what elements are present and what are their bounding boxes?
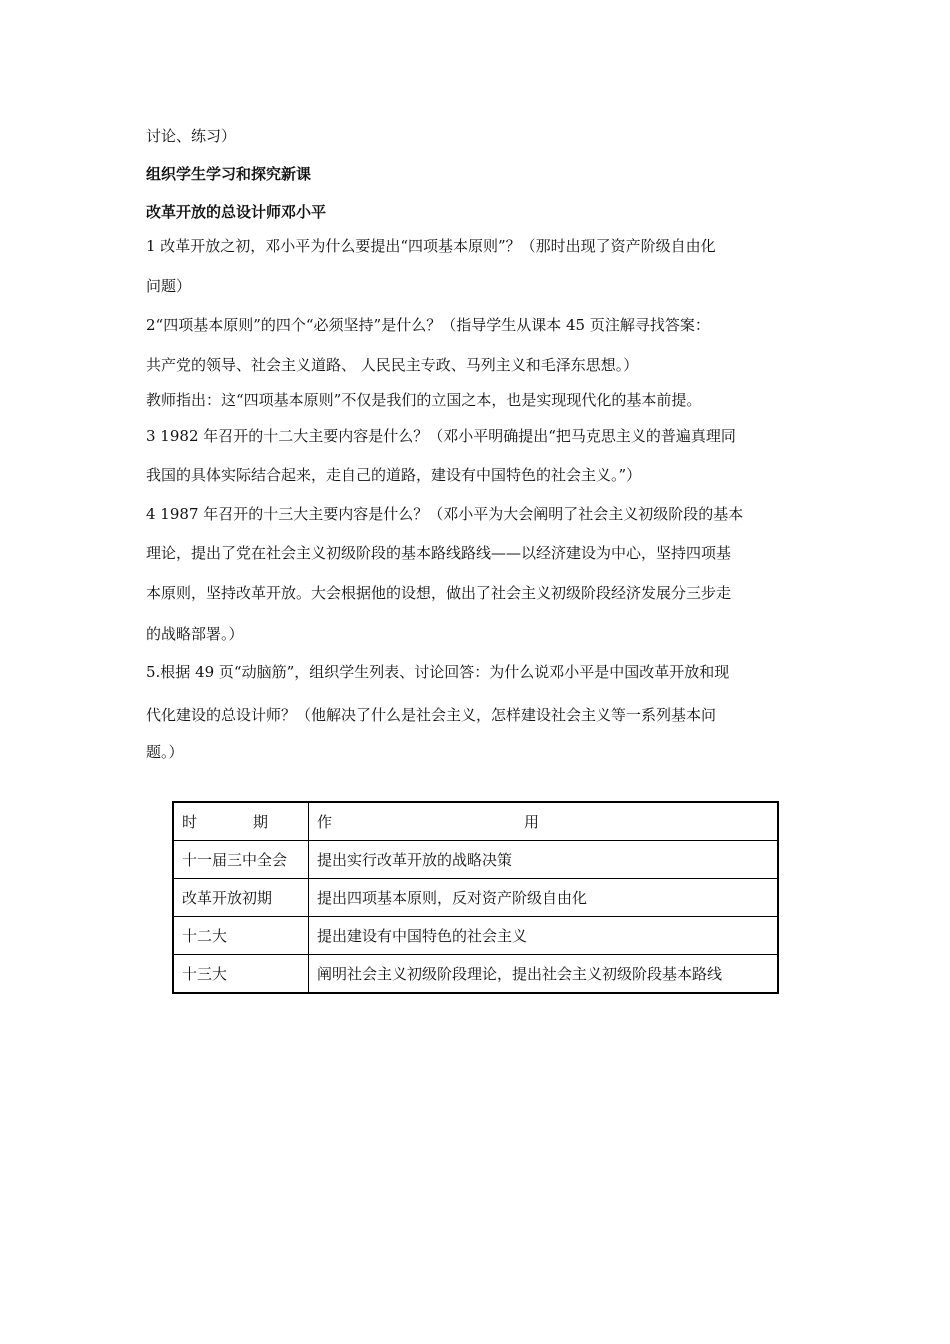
role-cell: 阐明社会主义初级阶段理论，提出社会主义初级阶段基本路线 xyxy=(309,955,779,994)
question-line: 2“四项基本原则”的四个“必须坚持”是什么？（指导学生从课本 45 页注解寻找答案： xyxy=(146,316,710,334)
period-cell: 十二大 xyxy=(173,917,309,955)
section-heading: 改革开放的总设计师邓小平 xyxy=(146,203,327,221)
table-row xyxy=(173,955,778,994)
section-heading: 组织学生学习和探究新课 xyxy=(146,165,312,183)
text-line: 问题） xyxy=(146,277,192,295)
role-cell: 提出实行改革开放的战略决策 xyxy=(309,841,779,879)
question-line: 3 1982 年召开的十二大主要内容是什么？（邓小平明确提出“把马克思主义的普遍真理同 xyxy=(146,427,736,445)
question-line: 1 改革开放之初，邓小平为什么要提出“四项基本原则”？（那时出现了资产阶级自由化 xyxy=(146,237,716,255)
text-line: 共产党的领导、社会主义道路、 人民民主专政、马列主义和毛泽东思想。） xyxy=(146,356,639,374)
header-cell-role xyxy=(309,802,779,841)
text-line: 教师指出：这“四项基本原则”不仅是我们的立国之本，也是实现现代化的基本前提。 xyxy=(146,391,702,409)
header-text: 作 xyxy=(317,813,333,831)
text-line: 代化建设的总设计师？（他解决了什么是社会主义，怎样建设社会主义等一系列基本问 xyxy=(146,706,717,724)
period-cell: 十一届三中全会 xyxy=(173,841,309,879)
header-text: 期 xyxy=(252,813,268,831)
text-line: 理论，提出了党在社会主义初级阶段的基本路线路线——以经济建设为中心，坚持四项基 xyxy=(146,544,732,562)
table-row xyxy=(173,879,778,917)
table-row xyxy=(173,841,778,879)
role-cell: 提出建设有中国特色的社会主义 xyxy=(309,917,779,955)
text-line: 我国的具体实际结合起来，走自己的道路，建设有中国特色的社会主义。”） xyxy=(146,466,642,484)
header-text: 时 xyxy=(182,813,198,831)
text-line: 本原则，坚持改革开放。大会根据他的设想，做出了社会主义初级阶段经济发展分三步走 xyxy=(146,584,732,602)
period-cell: 改革开放初期 xyxy=(173,879,309,917)
period-cell: 十三大 xyxy=(173,955,309,994)
table-header-row xyxy=(173,802,778,841)
table-row xyxy=(173,917,778,955)
text-line: 题。） xyxy=(146,743,184,761)
question-line: 4 1987 年召开的十三大主要内容是什么？（邓小平为大会阐明了社会主义初级阶段的基本 xyxy=(146,505,744,523)
text-line: 讨论、练习） xyxy=(146,127,237,145)
header-text: 用 xyxy=(523,813,539,831)
header-cell-period xyxy=(173,802,309,841)
role-cell: 提出四项基本原则，反对资产阶级自由化 xyxy=(309,879,779,917)
question-line: 5.根据 49 页“动脑筋”，组织学生列表、讨论回答：为什么说邓小平是中国改革开放和现 xyxy=(146,663,730,681)
deng-role-table xyxy=(172,801,779,994)
text-line: 的战略部署。） xyxy=(146,625,244,643)
